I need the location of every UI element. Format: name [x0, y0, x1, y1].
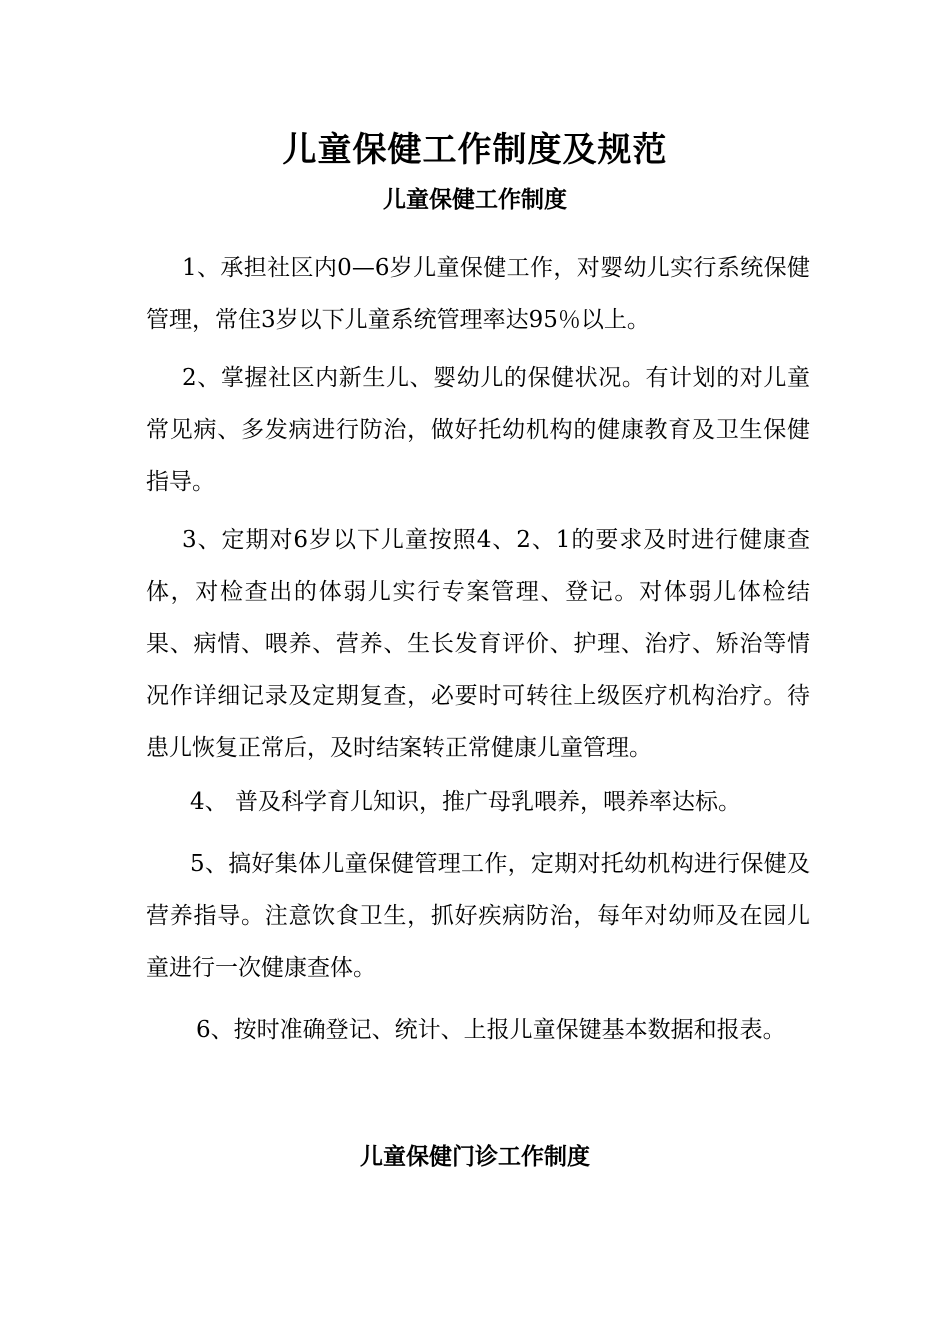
paragraph-5: 5、搞好集体儿童保健管理工作，定期对托幼机构进行保健及营养指导。注意饮食卫生，抓好疾病防治，每年对幼师及在园儿童进行一次健康查体。 [146, 851, 810, 981]
paragraph-1: 1、承担社区内0—6岁儿童保健工作，对婴幼儿实行系统保健管理，常住3岁以下儿童系统管理率达95％以上。 [146, 255, 810, 333]
paragraph-4: 4、 普及科学育儿知识，推广母乳喂养，喂养率达标。 [190, 789, 741, 815]
paragraph-6: 6、按时准确登记、统计、上报儿童保键基本数据和报表。 [196, 1017, 786, 1043]
document-title: 儿童保健工作制度及规范 [282, 130, 668, 170]
paragraph-2: 2、掌握社区内新生儿、婴幼儿的保健状况。有计划的对儿童常见病、多发病进行防治，做好托幼机构的健康教育及卫生保健指导。 [146, 365, 810, 495]
paragraph-3: 3、定期对6岁以下儿童按照4、2、1的要求及时进行健康查体，对检查出的体弱儿实行专案管理、登记。对体弱儿体检结果、病情、喂养、营养、生长发育评价、护理、治疗、矫治等情况作详细记录及定期复查，必要时可转往上级医疗机构治疗。待患儿恢复正常后，及时结案转正常健康儿童管理。 [146, 527, 810, 761]
section-heading-child-health-work: 儿童保健工作制度 [383, 186, 567, 213]
section-heading-outpatient-work: 儿童保健门诊工作制度 [360, 1143, 590, 1170]
